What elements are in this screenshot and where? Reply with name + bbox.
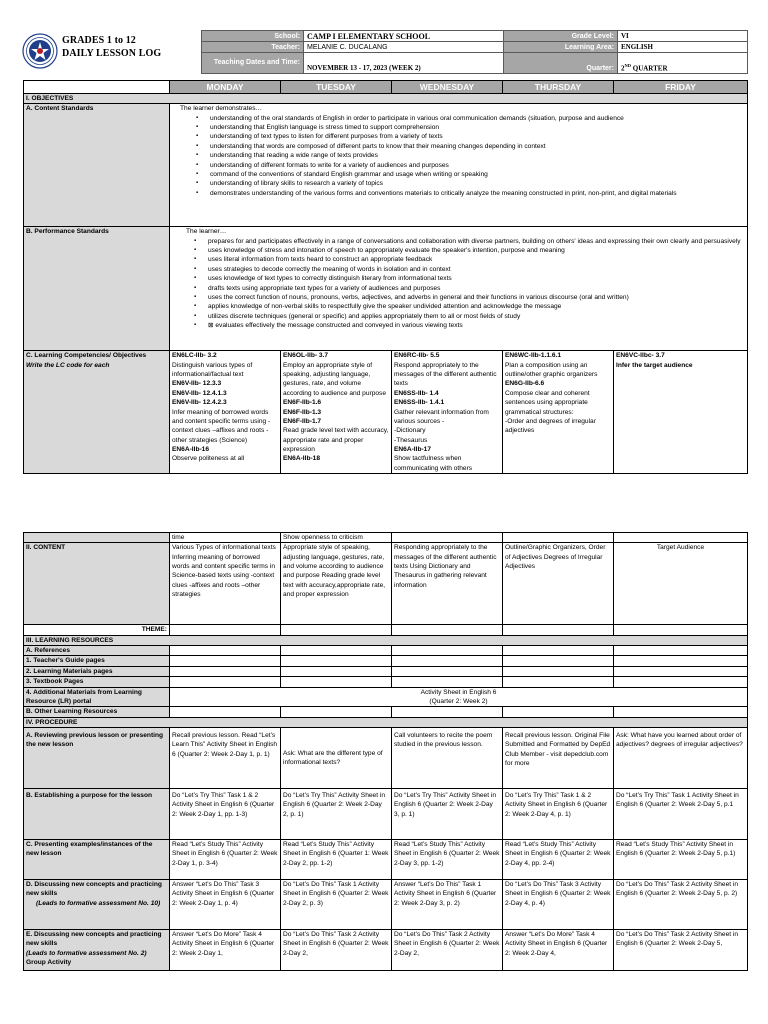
grade-level-label: Grade Level: xyxy=(504,31,618,42)
tg-label: 1. Teacher's Guide pages xyxy=(24,656,170,666)
school-value: CAMP I ELEMENTARY SCHOOL xyxy=(304,31,504,42)
deped-seal-icon xyxy=(22,33,58,69)
performance-standards-intro: The learner… xyxy=(186,228,227,236)
references-wednesday xyxy=(392,646,503,656)
section-objectives xyxy=(24,94,748,104)
day-friday: FRIDAY xyxy=(614,81,748,94)
learning-area-label: Learning Area: xyxy=(504,42,618,53)
theme-friday xyxy=(614,625,748,635)
procedure-table xyxy=(23,532,748,971)
lm-row xyxy=(24,666,748,676)
tg-row xyxy=(24,656,748,666)
lm-monday xyxy=(170,666,281,676)
school-label: School: xyxy=(202,31,304,42)
continued-monday: time xyxy=(170,533,281,543)
lc-code: EN6A-IIb-17 xyxy=(394,445,432,453)
content-standard-item: ▪ understanding that words are composed of different parts to know that their meaning changes depending in context xyxy=(210,142,745,151)
lc-code: EN6SS-IIb- 1.4 xyxy=(394,389,439,397)
theme-wednesday xyxy=(392,625,503,635)
procedure-friday: Do “Let’s Do This” Task 2 Activity Sheet in English 6 (Quarter 2: Week 2-Day 5, p. 2) xyxy=(614,879,748,929)
lm-label: 2. Learning Materials pages xyxy=(24,666,170,676)
theme-row xyxy=(24,625,748,635)
lm-friday xyxy=(614,666,748,676)
lc-code: EN6F-IIb-1.3 xyxy=(283,408,322,416)
procedure-label: C. Presenting examples/instances of the new lesson xyxy=(26,840,153,858)
procedure-tuesday: Do “Let’s Do This” Task 1 Activity Sheet in English 6 (Quarter 2: Week 2-Day 2, p. 3) xyxy=(281,879,392,929)
lm-thursday xyxy=(503,666,614,676)
references-friday xyxy=(614,646,748,656)
content-standards-list xyxy=(180,114,745,198)
procedure-label: D. Discussing new concepts and practicing new skills xyxy=(26,880,162,898)
textbook-tuesday xyxy=(281,677,392,687)
lc-description: Plan a composition using an outline/other graphic organizers xyxy=(505,361,598,379)
other-tuesday xyxy=(281,707,392,717)
content-thursday: Outline/Graphic Organizers, Order of Adjectives Degrees of Irregular Adjectives xyxy=(503,543,614,625)
content-tuesday: Appropriate style of speaking, adjusting language, gestures, rate, and volume according to audience and purpose Reading grade level text with accuracy,appropriate rate, and proper expression xyxy=(281,543,392,625)
lc-description: Read grade level text with accuracy, appropriate rate and proper expression xyxy=(283,427,389,453)
content-friday: Target Audience xyxy=(614,543,748,625)
lc-description: Distinguish various types of informational/factual text xyxy=(172,361,253,379)
lc-code: EN6VC-IIbc- 3.7 xyxy=(616,352,665,360)
lm-tuesday xyxy=(281,666,392,676)
procedure-label-cell xyxy=(24,929,170,970)
lc-code: EN6A-IIb-16 xyxy=(172,445,210,453)
section-resources xyxy=(24,635,748,645)
procedure-row xyxy=(24,929,748,970)
references-row xyxy=(24,646,748,656)
procedure-wednesday: Do “Let’s Try This” Activity Sheet in English 6 (Quarter 2: Week 2-Day 3, p. 1) xyxy=(392,788,503,839)
procedure-thursday: Answer “Let’s Do More” Task 4 Activity Sheet in English 6 (Quarter 2: Week 2-Day 4, xyxy=(503,929,614,970)
continued-tuesday: Show openness to criticism xyxy=(281,533,392,543)
references-tuesday xyxy=(281,646,392,656)
other-thursday xyxy=(503,707,614,717)
procedure-friday: Read “Let’s Study This” Activity Sheet in English 6 (Quarter 2: Week 2-Day 5, p.1) xyxy=(614,839,748,879)
lc-description: Show tactfulness when communicating with others xyxy=(394,455,473,472)
procedure-row xyxy=(24,788,748,839)
section-procedure-label: IV. PROCEDURE xyxy=(24,717,748,727)
performance-standards-label: B. Performance Standards xyxy=(24,227,170,351)
day-header-row xyxy=(24,81,748,94)
procedure-sub: (Leads to formative assessment No. 10) xyxy=(36,899,161,907)
other-friday xyxy=(614,707,748,717)
lc-description: Observe politeness at all xyxy=(172,455,245,463)
additional-materials-row xyxy=(24,687,748,707)
performance-standard-item: ▪ prepares for and participates effectively in a range of conversations and collaboration with diverse partners, building on others' ideas and expressing their own clearly and persuasively xyxy=(208,237,745,246)
lc-description: Respond appropriately to the messages of the different authentic texts xyxy=(394,361,497,388)
performance-standard-item: ▪ uses literal information from texts heard to construct an appropriate feedback xyxy=(208,255,745,264)
other-resources-row xyxy=(24,707,748,717)
procedure-label-cell xyxy=(24,788,170,839)
log-title: DAILY LESSON LOG xyxy=(62,48,162,59)
procedure-wednesday: Read “Let’s Study This” Activity Sheet in English 6 (Quarter 2: Week 2-Day 3, pp. 1-2) xyxy=(392,839,503,879)
performance-standard-item: ▪ drafts texts using appropriate text types for a variety of audiences and purposes xyxy=(208,284,745,293)
content-standard-item: ▪ understanding of the oral standards of English in order to participate in various oral communication demands (situation, purpose and audience xyxy=(210,114,745,123)
competencies-thursday xyxy=(503,351,614,474)
lc-description: Compose clear and coherent sentences using appropriate grammatical structures: xyxy=(505,389,590,416)
continued-thursday xyxy=(503,533,614,543)
content-monday: Various Types of informational texts Inferring meaning of borrowed words and content specific terms in Science-based texts using -context clues -affixes and roots –other strategies xyxy=(170,543,281,625)
continued-row xyxy=(24,533,748,543)
grades-label: GRADES 1 to 12 xyxy=(62,35,136,46)
procedure-thursday: Read “Let’s Study This” Activity Sheet in English 6 (Quarter 2: Week 2-Day 4, pp. 2-4) xyxy=(503,839,614,879)
section-objectives-label: I. OBJECTIVES xyxy=(24,94,748,104)
procedure-monday: Do “Let’s Try This” Task 1 & 2 Activity Sheet in English 6 (Quarter 2: Week 2-Day 1, pp. 1-3) xyxy=(170,788,281,839)
lc-code: EN6F-IIb-1.7 xyxy=(283,417,322,425)
lc-code: EN6G-IIb-6.6 xyxy=(505,380,545,388)
procedure-thursday: Recall previous lesson. Original File Submitted and Formatted by DepEd Club Member - visit depedclub.com for more xyxy=(503,727,614,788)
header-info-table xyxy=(201,30,748,74)
performance-standard-item: ▪ applies knowledge of non-verbal skills to respectfully give the speaker undivided attention and acknowledge the message xyxy=(208,302,745,311)
learning-area-value: ENGLISH xyxy=(618,42,748,53)
tg-wednesday xyxy=(392,656,503,666)
lc-code: EN6V-IIb- 12.4.1.3 xyxy=(172,389,227,397)
procedure-row xyxy=(24,839,748,879)
teacher-label: Teacher: xyxy=(202,42,304,53)
procedure-label: A. Reviewing previous lesson or presenting the new lesson xyxy=(26,731,164,749)
tg-thursday xyxy=(503,656,614,666)
dates-label: Teaching Dates and Time: xyxy=(202,53,304,74)
lc-description: Gather relevant information from various sources - xyxy=(394,408,489,425)
content-standards-intro: The learner demonstrates… xyxy=(180,105,263,113)
content-standards-label: A. Content Standards xyxy=(24,104,170,227)
performance-standards-cell xyxy=(170,227,748,351)
lc-code: EN6WC-IIb-1.1.6.1 xyxy=(505,352,562,360)
content-standard-item: ▪ understanding of text types to listen for different purposes from a variety of texts xyxy=(210,132,745,141)
content-row xyxy=(24,543,748,625)
performance-standards-list xyxy=(186,237,745,331)
procedure-monday: Answer “Let’s Do This” Task 3 Activity Sheet in English 6 (Quarter 2: Week 2-Day 1, p. 4) xyxy=(170,879,281,929)
procedure-wednesday: Answer “Let’s Do This” Task 1 Activity Sheet in English 6 (Quarter 2: Week 2-Day 3, p. 2) xyxy=(392,879,503,929)
references-monday xyxy=(170,646,281,656)
lm-wednesday xyxy=(392,666,503,676)
procedure-sub: (Leads to formative assessment No. 2) xyxy=(26,949,147,957)
performance-standard-item: ▪ uses knowledge of text types to correctly distinguish literary from informational texts xyxy=(208,274,745,283)
references-label: A. References xyxy=(24,646,170,656)
procedure-row xyxy=(24,879,748,929)
procedure-tuesday: Ask: What are the different type of informational texts? xyxy=(281,727,392,788)
performance-standard-item: ▪ ⊠ evaluates effectively the message constructed and conveyed in various viewing texts xyxy=(208,321,745,330)
competencies-monday xyxy=(170,351,281,474)
performance-standard-item: ▪ uses knowledge of stress and intonation of speech to appropriately evaluate the speaker's intention, purpose and meaning xyxy=(208,246,745,255)
lc-code: EN6LC-IIb- 3.2 xyxy=(172,352,217,360)
procedure-sub-2: Group Activity xyxy=(26,959,72,967)
content-standard-item: ▪ understanding that English language is stress timed to support comprehension xyxy=(210,123,745,132)
day-wednesday: WEDNESDAY xyxy=(392,81,503,94)
content-standard-item: ▪ understanding of library skills to research a variety of topics xyxy=(210,179,745,188)
tg-friday xyxy=(614,656,748,666)
procedure-monday: Read “Let’s Study This” Activity Sheet in English 6 (Quarter 2: Week 2-Day 1, p. 3-4) xyxy=(170,839,281,879)
dates-value: NOVEMBER 13 - 17, 2023 (WEEK 2) xyxy=(304,53,504,74)
additional-materials-label: 4. Additional Materials from Learning Resource (LR) portal xyxy=(24,687,170,707)
additional-materials-line-2: (Quarter 2: Week 2) xyxy=(429,697,488,705)
day-monday: MONDAY xyxy=(170,81,281,94)
other-monday xyxy=(170,707,281,717)
lc-description: Infer meaning of borrowed words and content specific terms using -context clues –affixes and roots -other strategies (Science) xyxy=(172,408,271,444)
procedure-thursday: Do “Let’s Do This” Task 3 Activity Sheet in English 6 (Quarter 2: Week 2-Day 4, p. 4) xyxy=(503,879,614,929)
content-standards-cell xyxy=(170,104,748,227)
other-resources-label: B. Other Learning Resources xyxy=(24,707,170,717)
lc-code: EN6SS-IIb- 1.4.1 xyxy=(394,399,445,407)
competencies-tuesday xyxy=(281,351,392,474)
procedure-label: E. Discussing new concepts and practicing new skills xyxy=(26,930,162,948)
lc-description: -Thesaurus xyxy=(394,436,428,444)
textbook-label: 3. Textbook Pages xyxy=(24,677,170,687)
lc-code: Infer the target audience xyxy=(616,361,693,369)
procedure-label-cell xyxy=(24,839,170,879)
content-label: II. CONTENT xyxy=(24,543,170,625)
procedure-friday: Do “Let’s Do This” Task 2 Activity Sheet in English 6 (Quarter 2: Week 2-Day 5, xyxy=(614,929,748,970)
continued-wednesday xyxy=(392,533,503,543)
performance-standard-item: ▪ uses strategies to decode correctly the meaning of words in isolation and in context xyxy=(208,265,745,274)
performance-standards-row xyxy=(24,227,748,351)
procedure-label-cell xyxy=(24,727,170,788)
procedure-tuesday: Do “Let’s Do This” Task 2 Activity Sheet in English 6 (Quarter 2: Week 2-Day 2, xyxy=(281,929,392,970)
procedure-monday: Recall previous lesson. Read “Let’s Learn This” Activity Sheet in English 6 (Quarter 2: Week 2-Day 1, p. 1) xyxy=(170,727,281,788)
additional-materials-value xyxy=(170,687,748,707)
lc-code: EN6F-IIb-1.6 xyxy=(283,399,322,407)
additional-materials-line-1: Activity Sheet in English 6 xyxy=(420,688,497,696)
textbook-wednesday xyxy=(392,677,503,687)
procedure-friday: Ask: What have you learned about order of adjectives? degrees of irregular adjectives? xyxy=(614,727,748,788)
procedure-tuesday: Do “Let’s Try This” Activity Sheet in English 6 (Quarter 2: Week 2-Day 2, p. 1) xyxy=(281,788,392,839)
content-standards-row xyxy=(24,104,748,227)
section-procedure xyxy=(24,717,748,727)
lc-description: -Dictionary xyxy=(394,427,426,435)
lc-description: -Order and degrees of irregular adjectives xyxy=(505,417,596,435)
day-tuesday: TUESDAY xyxy=(281,81,392,94)
theme-monday xyxy=(170,625,281,635)
quarter-value: 2ND QUARTER xyxy=(618,53,748,74)
procedure-row xyxy=(24,727,748,788)
competencies-sub: Write the LC code for each xyxy=(26,361,110,369)
lc-description: Employ an appropriate style of speaking, adjusting language, gestures, rate, and volume according to audience and purpose xyxy=(283,361,387,397)
procedure-friday: Do “Let’s Try This” Task 1 Activity Sheet in English 6 (Quarter 2: Week 2-Day 5, p.1 xyxy=(614,788,748,839)
procedure-monday: Answer “Let’s Do More” Task 4 Activity Sheet in English 6 (Quarter 2: Week 2-Day 1, xyxy=(170,929,281,970)
competencies-row xyxy=(24,351,748,474)
dll-header xyxy=(22,30,747,74)
textbook-thursday xyxy=(503,677,614,687)
theme-tuesday xyxy=(281,625,392,635)
competencies-wednesday xyxy=(392,351,503,474)
procedure-wednesday: Do “Let’s Do This” Task 2 Activity Sheet in English 6 (Quarter 2: Week 2-Day 2, xyxy=(392,929,503,970)
procedure-tuesday: Read “Let’s Study This” Activity Sheet in English 6 (Quarter 1: Week 2-Day 2, pp. 1-2) xyxy=(281,839,392,879)
section-resources-label: III. LEARNING RESOURCES xyxy=(24,635,748,645)
content-standard-item: ▪ understanding that reading a wide range of texts provides xyxy=(210,151,745,160)
tg-tuesday xyxy=(281,656,392,666)
references-thursday xyxy=(503,646,614,656)
objectives-table xyxy=(23,80,748,474)
competencies-friday xyxy=(614,351,748,474)
competencies-label-cell xyxy=(24,351,170,474)
tg-monday xyxy=(170,656,281,666)
procedure-thursday: Do “Let’s Try This” Task 1 & 2 Activity Sheet in English 6 (Quarter 2: Week 2-Day 4, p. 1) xyxy=(503,788,614,839)
content-standard-item: ▪ demonstrates understanding of the various forms and conventions materials to critically analyze the meaning constructed in print, non-print, and digital materials xyxy=(210,189,745,198)
textbook-row xyxy=(24,677,748,687)
other-wednesday xyxy=(392,707,503,717)
grade-level-value: VI xyxy=(618,31,748,42)
lc-code: EN6V-IIb- 12.4.2.3 xyxy=(172,399,227,407)
continued-friday xyxy=(614,533,748,543)
day-thursday: THURSDAY xyxy=(503,81,614,94)
procedure-wednesday: Call volunteers to recite the poem studied in the previous lesson. xyxy=(392,727,503,788)
theme-label: THEME: xyxy=(24,625,170,635)
lc-code: EN6OL-IIb- 3.7 xyxy=(283,352,329,360)
competencies-label: C. Learning Competencies/ Objectives xyxy=(26,352,147,360)
continued-label xyxy=(24,533,170,543)
quarter-label: Quarter: xyxy=(504,53,618,74)
procedure-label-cell xyxy=(24,879,170,929)
performance-standard-item: ▪ uses the correct function of nouns, pronouns, verbs, adjectives, and adverbs in general and their functions in various discourse (oral and written) xyxy=(208,293,745,302)
procedure-label: B. Establishing a purpose for the lesson xyxy=(26,791,153,799)
lc-code: EN6A-IIb-18 xyxy=(283,455,321,463)
performance-standard-item: ▪ utilizes discrete techniques (general or specific) and applies appropriately them to all or most fields of study xyxy=(208,312,745,321)
textbook-friday xyxy=(614,677,748,687)
dll-title xyxy=(62,34,161,60)
content-wednesday: Responding appropriately to the messages of the different authentic texts Using Dictionary and Thesaurus in gathering relevant information xyxy=(392,543,503,625)
teacher-value: MELANIE C. DUCALANG xyxy=(304,42,504,53)
content-standard-item: ▪ understanding of different formats to write for a variety of audiences and purposes xyxy=(210,161,745,170)
lc-code: EN6RC-IIb- 5.5 xyxy=(394,352,440,360)
lc-code: EN6V-IIb- 12.3.3 xyxy=(172,380,222,388)
theme-thursday xyxy=(503,625,614,635)
day-header-blank xyxy=(24,81,170,94)
content-standard-item: ▪ command of the conventions of standard English grammar and usage when writing or speaking xyxy=(210,170,745,179)
textbook-monday xyxy=(170,677,281,687)
